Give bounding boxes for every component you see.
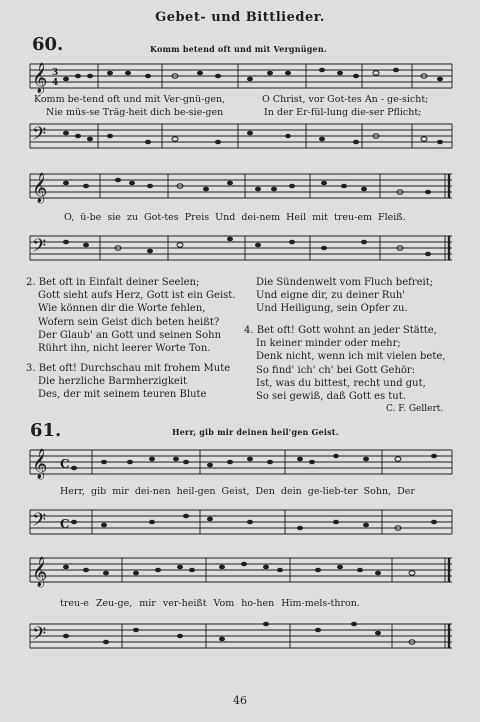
hymn-60-lyric-2b: In der Er-fül-lung die-ser Pflicht; bbox=[264, 107, 422, 118]
svg-text:4: 4 bbox=[52, 78, 59, 88]
stanza-4-line: So find' ich' ch' bei Gott Gehör: bbox=[256, 364, 416, 376]
stanza-3-continued bbox=[244, 276, 433, 316]
stanza-2-line: Wofern sein Geist dich beten heißt? bbox=[38, 316, 220, 328]
hymn-60-lyric-1b: O Christ, vor Got-tes An - ge-sicht; bbox=[262, 94, 429, 105]
svg-text:𝄞: 𝄞 bbox=[32, 63, 48, 93]
stanza-2 bbox=[26, 276, 236, 355]
stanza-3 bbox=[26, 362, 230, 402]
stanza-4-line: Denk nicht, wenn ich mit vielen bete, bbox=[256, 351, 446, 363]
section-header: Gebet- und Bittlieder. bbox=[155, 10, 325, 25]
stanza-2-line: Der Glaub' an Gott und seinen Sohn bbox=[38, 329, 222, 341]
stanza-2-line: Wie können dir die Worte fehlen, bbox=[38, 303, 206, 315]
hymn-61-tune: Herr, gib mir deinen heil'gen Geist. bbox=[172, 427, 339, 437]
stanza-2-line: 2. Bet oft in Einfalt deiner Seelen; bbox=[26, 277, 200, 288]
stanza-3-cont-line: Und eigne dir, zu deiner Ruh' bbox=[256, 290, 406, 302]
hymn-61-system-1-treble bbox=[0, 442, 480, 492]
author: C. F. Gellert. bbox=[386, 404, 444, 414]
hymn-60-lyric-1a: Komm be-tend oft und mit Ver-gnü-gen, bbox=[34, 94, 226, 105]
hymn-60-system-2-treble bbox=[0, 168, 480, 212]
svg-text:C: C bbox=[60, 457, 70, 471]
stanza-4 bbox=[244, 324, 445, 403]
page-number: 46 bbox=[233, 694, 247, 707]
svg-text:𝄢: 𝄢 bbox=[32, 236, 47, 261]
svg-text:𝄢: 𝄢 bbox=[32, 624, 47, 649]
stanza-2-line: Rührt ihn, nicht leerer Worte Ton. bbox=[38, 343, 211, 355]
svg-text:𝄢: 𝄢 bbox=[32, 124, 47, 149]
hymn-60-lyric-2a: Nie müs-se Träg-heit dich be-sie-gen bbox=[46, 107, 224, 118]
hymn-61-lyric-2: treu-e Zeu-ge, mir ver-heißt Vom ho-hen Him-mels-thron. bbox=[60, 598, 360, 609]
stanza-4-line: Ist, was du bittest, recht und gut, bbox=[256, 377, 426, 389]
hymn-60-system-1-bass bbox=[0, 118, 480, 158]
hymn-60-system-2-bass bbox=[0, 230, 480, 274]
hymn-61-system-2-treble bbox=[0, 550, 480, 600]
stanza-4-line: In keiner minder oder mehr; bbox=[256, 338, 401, 350]
stanza-3-line: Die herzliche Barmherzigkeit bbox=[38, 376, 188, 388]
hymn-60-tune: Komm betend oft und mit Vergnügen. bbox=[150, 44, 327, 54]
hymn-60-lyric-3: O, ü-be sie zu Got-tes Preis Und dei-nem Heil mit treu-em Fleiß. bbox=[64, 212, 406, 223]
stanza-4-line: So sei gewiß, daß Gott es tut. bbox=[256, 391, 406, 403]
hymn-61-system-1-bass bbox=[0, 502, 480, 546]
svg-text:𝄞: 𝄞 bbox=[32, 449, 48, 479]
stanza-2-line: Gott sieht aufs Herz, Gott ist ein Geist. bbox=[38, 290, 236, 302]
svg-text:3: 3 bbox=[52, 68, 59, 78]
svg-text:C: C bbox=[60, 517, 70, 531]
hymn-number-60: 60. bbox=[32, 34, 64, 55]
stanza-3-cont-line: Die Sündenwelt vom Fluch befreit; bbox=[256, 277, 434, 288]
stanza-4-line: 4. Bet oft! Gott wohnt an jeder Stätte, bbox=[244, 325, 437, 336]
stanza-3-cont-line: Und Heiligung, sein Opfer zu. bbox=[256, 303, 408, 315]
stanza-3-line: 3. Bet oft! Durchschau mit frohem Mute bbox=[26, 363, 231, 374]
svg-text:𝄢: 𝄢 bbox=[32, 510, 47, 535]
svg-text:𝄞: 𝄞 bbox=[32, 173, 48, 203]
hymn-number-61: 61. bbox=[30, 420, 62, 441]
hymn-61-system-2-bass bbox=[0, 616, 480, 666]
hymn-61-lyric-1: Herr, gib mir dei-nen heil-gen Geist, Den dein ge-lieb-ter Sohn, Der bbox=[60, 486, 415, 497]
stanza-3-line: Des, der mit seinem teuren Blute bbox=[38, 389, 207, 401]
svg-text:𝄞: 𝄞 bbox=[32, 557, 48, 587]
